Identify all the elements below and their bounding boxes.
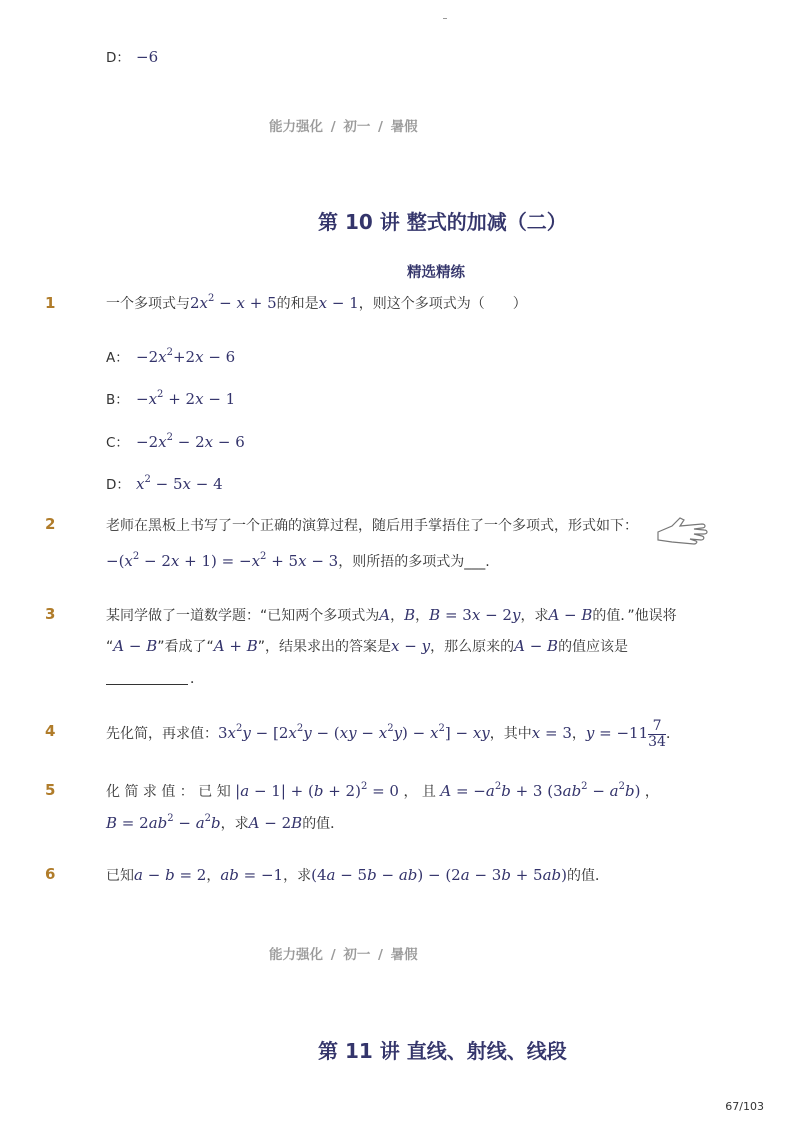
section-title: 精选精练	[407, 265, 465, 281]
question-4: 先化简，再求值：$3x^2y - [2x^2y - (xy - x^2y) - x^2]$ − xy，其中x = 3，y = −11 $\frac{7}{34}$ ．	[106, 717, 680, 750]
question-3-line2: “A − B”看成了“A + B”，结果求出的答案是x − y，那么原来的A − B的值应该是	[106, 637, 629, 655]
question-1: 一个多项式与$2x^2 - x + 5$的和是x − 1，则这个多项式为（ ）	[106, 293, 527, 312]
lesson-title: 第 10 讲 整式的加减（二）	[318, 210, 567, 234]
header-mark	[443, 18, 447, 19]
breadcrumb: 能力强化 / 初一 / 暑假	[269, 119, 418, 135]
question-3-line1: 某同学做了一道数学题：“已知两个多项式为A，B，B = 3x − 2y，求A − B的值．”他误将	[106, 606, 677, 624]
hand-icon	[654, 512, 710, 546]
question-2-line2: $-(x^2 - 2x + 1) = -x^2 + 5x - 3$，则所捂的多项式为___.	[106, 551, 490, 570]
breadcrumb: 能力强化 / 初一 / 暑假	[269, 947, 418, 963]
question-2-line1: 老师在黑板上书写了一个正确的演算过程，随后用手掌捂住了一个多项式，形式如下：	[106, 518, 638, 534]
question-6: 已知a − b = 2，ab = −1，求(4a − 5b − ab) − (2a − 3b + 5ab)的值．	[106, 866, 610, 884]
question-3-line3: ．	[190, 671, 204, 687]
answer-blank[interactable]	[106, 684, 188, 685]
option-value: −6	[136, 48, 159, 66]
prev-option-d	[106, 46, 158, 66]
question-5-line2: $B = 2ab^2 - a^2b$，求A − 2B的值．	[106, 813, 345, 832]
question-number: 6	[45, 865, 56, 883]
option-c[interactable]: C： $-2x^2 - 2x - 6$	[106, 432, 245, 451]
lesson-title: 第 11 讲 直线、射线、线段	[318, 1039, 567, 1063]
question-number: 4	[45, 722, 56, 740]
question-5-line1: 化 简 求 值 ： 已 知 $|a - 1| + (b + 2)^2 = 0$ ， 且 $A = -a^2b + 3$ $(3ab^2 - a^2b)$ ，	[106, 781, 659, 800]
question-number: 5	[45, 781, 56, 799]
page-number: 67/103	[725, 1100, 764, 1113]
question-number: 3	[45, 605, 56, 623]
option-label: D：	[106, 50, 130, 66]
option-a[interactable]: A： $-2x^2+2x - 6$	[106, 347, 236, 366]
option-b[interactable]: B： $-x^2 + 2x - 1$	[106, 389, 236, 408]
option-d[interactable]: D： $x^2 - 5x - 4$	[106, 474, 223, 493]
question-number: 1	[45, 294, 56, 312]
question-number: 2	[45, 515, 56, 533]
fraction: $\frac{7}{34}$	[648, 717, 666, 750]
